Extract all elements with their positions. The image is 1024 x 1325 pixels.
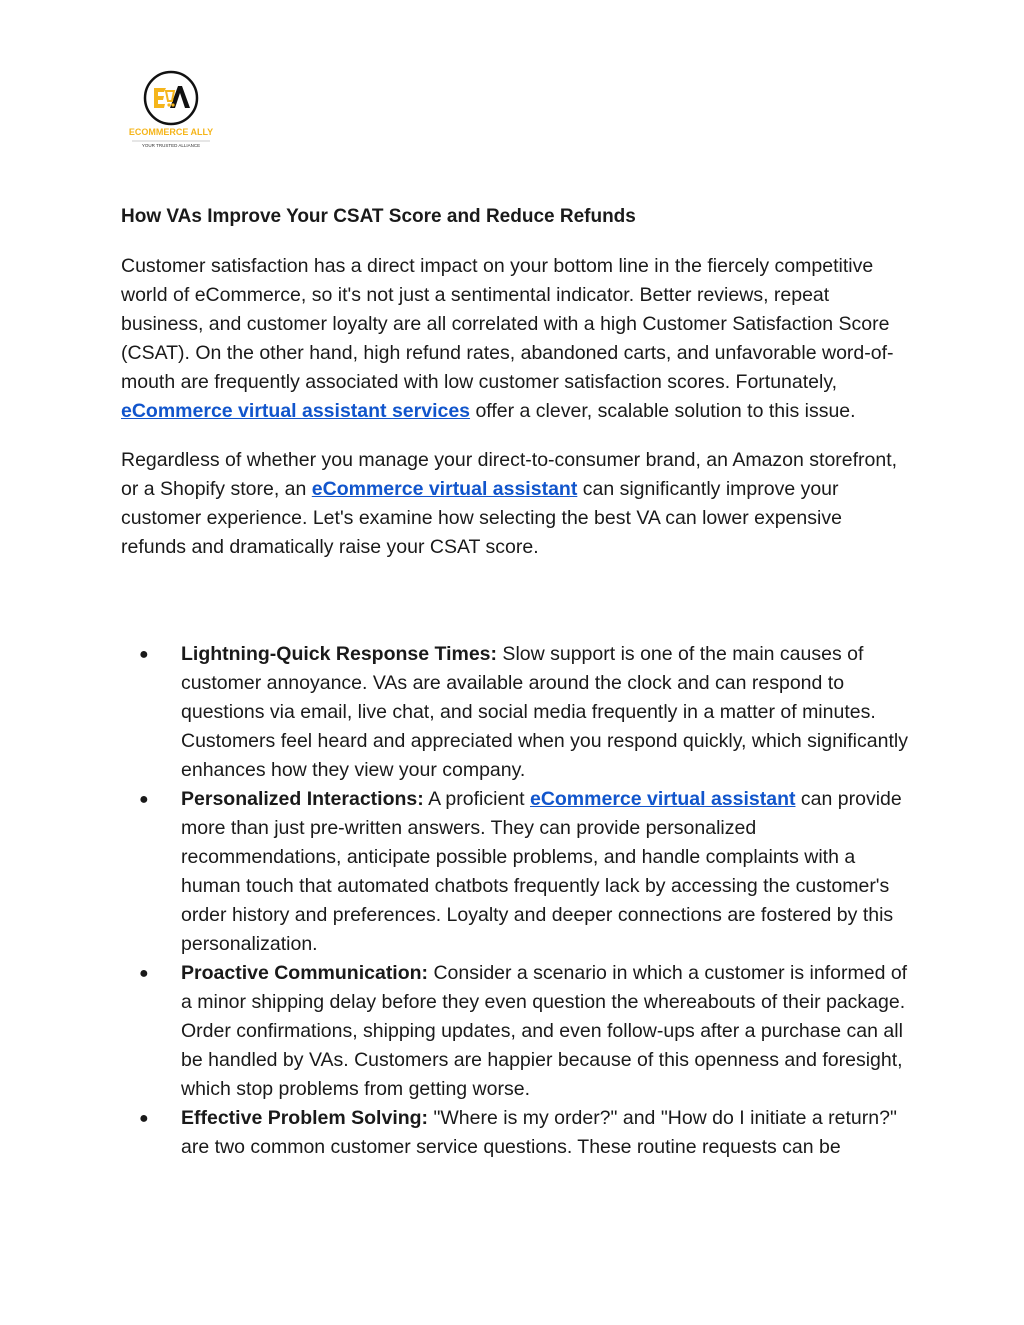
company-logo <box>128 68 214 150</box>
bullet-icon: ● <box>139 646 149 663</box>
page-title: How VAs Improve Your CSAT Score and Reduce Refunds <box>121 206 636 227</box>
virtual-assistant-link[interactable]: eCommerce virtual assistant <box>529 788 796 810</box>
bullet-icon: ● <box>139 965 149 982</box>
list-item: ● Personalized Interactions: A proficient eCommerce virtual assistant can provide more than just pre-written answers. They can provide personalized recommendations, anticipate possible problems, and handle complaints with a human touch that automated chatbots frequently lack by accessing the customer's order history and preferences. Loyalty and deeper connections are fostered by this personalization. <box>121 785 911 959</box>
virtual-assistant-link[interactable]: eCommerce virtual assistant <box>311 478 578 500</box>
logo-brand: ECOMMERCE ALLY <box>128 127 214 137</box>
benefits-list <box>121 640 911 1162</box>
intro-paragraph: Customer satisfaction has a direct impact on your bottom line in the fiercely competitive world of eCommerce, so it's not just a sentimental indicator. Better reviews, repeat business, and customer loyalty are all correlated with a high Customer Satisfaction Score (CSAT). On the other hand, high refund rates, abandoned carts, and unfavorable word-of-mouth are frequently associated with low customer satisfaction scores. Fortunately, eCommerce virtual assistant services offer a clever, scalable solution to this issue. <box>121 255 894 422</box>
bullet-icon: ● <box>139 791 149 808</box>
list-item: ● Effective Problem Solving: "Where is my order?" and "How do I initiate a return?" are two common customer service questions. These routine requests can be <box>121 1104 911 1162</box>
second-paragraph: Regardless of whether you manage your direct-to-consumer brand, an Amazon storefront, or a Shopify store, an eCommerce virtual assistant can significantly improve your customer experience. Let's examine how selecting the best VA can lower expensive refunds and dramatically raise your CSAT score. <box>121 449 898 558</box>
list-item: ● Lightning-Quick Response Times: Slow support is one of the main causes of customer annoyance. VAs are available around the clock and can respond to questions via email, live chat, and social media frequently in a matter of minutes. Customers feel heard and appreciated when you respond quickly, which significantly enhances how they view your company. <box>121 640 911 785</box>
document-body <box>121 203 911 1162</box>
bullet-icon: ● <box>139 1110 149 1127</box>
list-item: ● Proactive Communication: Consider a scenario in which a customer is informed of a minor shipping delay before they even question the whereabouts of their package. Order confirmations, shipping updates, and even follow-ups after a purchase can all be handled by VAs. Customers are happier because of this openness and foresight, which stop problems from getting worse. <box>121 959 911 1104</box>
virtual-assistant-services-link[interactable]: eCommerce virtual assistant services <box>121 400 471 422</box>
logo-icon <box>128 68 214 150</box>
logo-tagline: YOUR TRUSTED ALLIANCE <box>141 143 201 148</box>
